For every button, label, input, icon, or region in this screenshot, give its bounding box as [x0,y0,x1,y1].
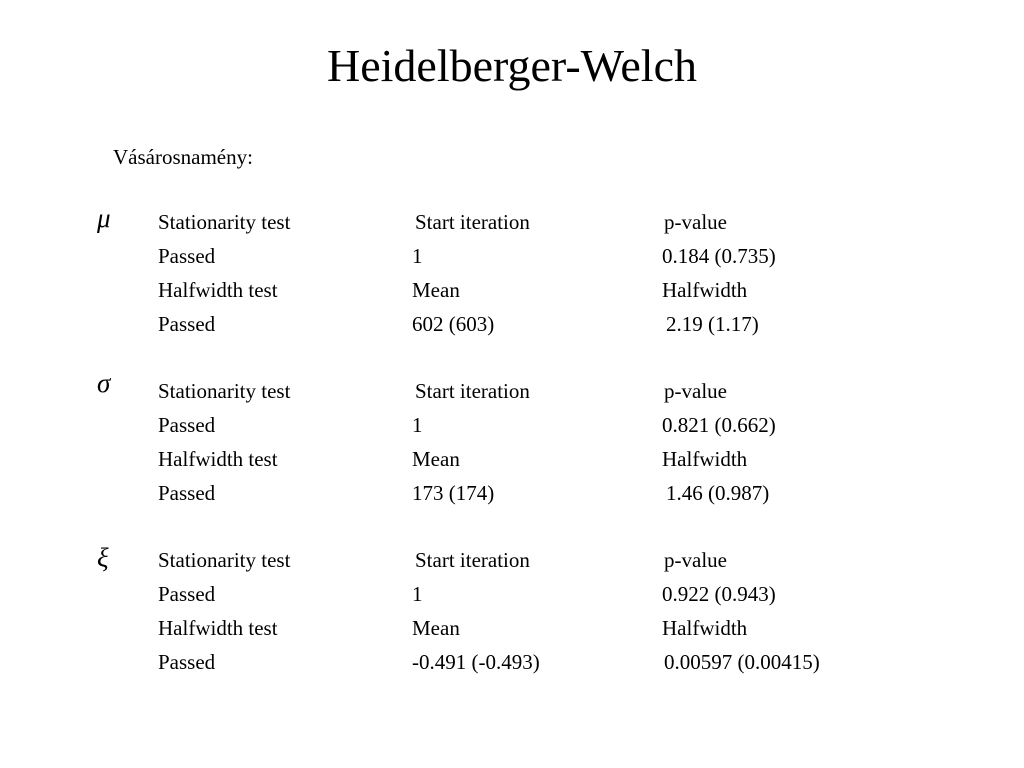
header-cell: p-value [664,210,727,234]
value-cell: 1 [412,244,423,268]
location-subtitle: Vásárosnamény: [113,145,253,169]
test-name-cell: Stationarity test [158,379,291,403]
page-title: Heidelberger-Welch [327,40,697,91]
value-cell: 1 [412,582,423,606]
value-cell: 0.821 (0.662) [662,413,776,437]
header-cell: Halfwidth [662,278,748,302]
test-name-cell: Halfwidth test [158,278,278,302]
header-cell: p-value [664,379,727,403]
header-cell: Start iteration [415,210,530,234]
header-cell: Mean [412,447,460,471]
value-cell: -0.491 (-0.493) [412,650,540,674]
mu-symbol: μ [97,203,111,233]
test-name-cell: Stationarity test [158,210,291,234]
result-cell: Passed [158,413,216,437]
test-name-cell: Halfwidth test [158,447,278,471]
value-cell: 2.19 (1.17) [666,312,759,336]
header-cell: Start iteration [415,379,530,403]
value-cell: 173 (174) [412,481,495,505]
header-cell: Mean [412,616,460,640]
result-cell: Passed [158,312,216,336]
test-name-cell: Halfwidth test [158,616,278,640]
header-cell: Mean [412,278,460,302]
header-cell: Halfwidth [662,616,748,640]
value-cell: 0.00597 (0.00415) [664,650,820,674]
result-cell: Passed [158,582,216,606]
value-cell: 0.184 (0.735) [662,244,776,268]
test-name-cell: Stationarity test [158,548,291,572]
header-cell: p-value [664,548,727,572]
value-cell: 602 (603) [412,312,495,336]
result-cell: Passed [158,481,216,505]
header-cell: Start iteration [415,548,530,572]
value-cell: 0.922 (0.943) [662,582,776,606]
xi-symbol: ξ [97,543,109,573]
result-cell: Passed [158,244,216,268]
value-cell: 1.46 (0.987) [666,481,770,505]
sigma-symbol: σ [97,368,111,398]
header-cell: Halfwidth [662,447,748,471]
value-cell: 1 [412,413,423,437]
result-cell: Passed [158,650,216,674]
